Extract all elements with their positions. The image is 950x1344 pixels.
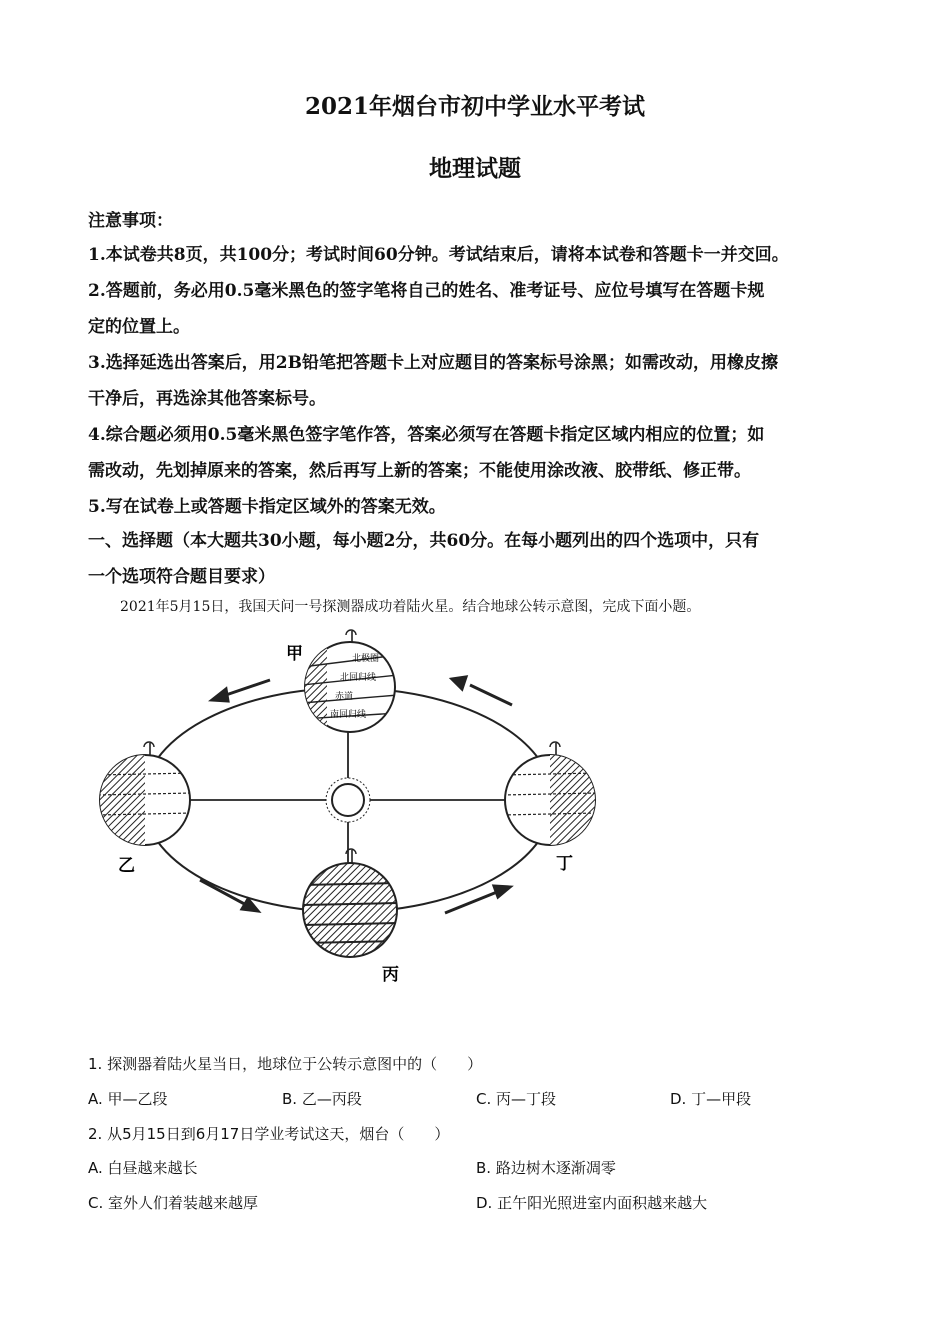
notice-line: 3.选择延选出答案后，用2B铅笔把答题卡上对应题目的答案标号涂黑；如需改动，用橡皮擦 xyxy=(88,353,778,373)
earth-globe-yi xyxy=(98,742,192,845)
exam-subtitle: 地理试题 xyxy=(429,155,521,182)
question-intro: 2021年5月15日，我国天问一号探测器成功着陆火星。结合地球公转示意图，完成下面小题。 xyxy=(120,599,701,615)
q1-option-b[interactable]: B. 乙—丙段 xyxy=(282,1090,362,1108)
q1-option-a[interactable]: A. 甲—乙段 xyxy=(88,1090,168,1108)
q2-option-a[interactable]: A. 白昼越来越长 xyxy=(88,1159,198,1177)
globe-label-equator: 赤道 xyxy=(335,692,354,702)
section-heading-cont: 一个选项符合题目要求） xyxy=(88,567,275,587)
position-label-jia: 甲 xyxy=(286,644,303,664)
notice-line: 2.答题前，务必用0.5毫米黑色的签字笔将自己的姓名、准考证号、应位号填写在答题卡规 xyxy=(88,281,765,301)
earth-globe-bing xyxy=(302,849,398,957)
q1-option-c[interactable]: C. 丙—丁段 xyxy=(476,1090,557,1108)
earth-globe-ding xyxy=(503,742,597,845)
earth-revolution-diagram xyxy=(90,625,610,995)
notice-line: 5.写在试卷上或答题卡指定区域外的答案无效。 xyxy=(88,497,446,517)
globe-label-arctic: 北极圈 xyxy=(352,654,380,664)
notice-line: 1.本试卷共8页，共100分；考试时间60分钟。考试结束后，请将本试卷和答题卡一并交回。 xyxy=(88,245,789,265)
exam-title: 2021年烟台市初中学业水平考试 xyxy=(304,93,645,120)
globe-label-cancer: 北回归线 xyxy=(340,673,377,683)
q2-option-c[interactable]: C. 室外人们着装越来越厚 xyxy=(88,1194,259,1212)
globe-label-capricorn: 南回归线 xyxy=(330,710,367,720)
section-heading: 一、选择题（本大题共30小题，每小题2分，共60分。在每小题列出的四个选项中，只有 xyxy=(88,531,760,551)
q1-option-d[interactable]: D. 丁—甲段 xyxy=(670,1090,752,1108)
position-label-yi: 乙 xyxy=(118,856,135,876)
notice-line: 需改动，先划掉原来的答案，然后再写上新的答案；不能使用涂改液、胶带纸、修正带。 xyxy=(88,461,751,481)
q2-option-b[interactable]: B. 路边树木逐渐凋零 xyxy=(476,1159,616,1177)
notice-heading: 注意事项： xyxy=(88,211,173,231)
notice-line: 定的位置上。 xyxy=(88,317,190,337)
position-label-ding: 丁 xyxy=(556,854,573,874)
notice-line: 4.综合题必须用0.5毫米黑色签字笔作答，答案必须写在答题卡指定区域内相应的位置；如 xyxy=(88,425,765,445)
question-1-stem: 1. 探测器着陆火星当日，地球位于公转示意图中的（ ） xyxy=(88,1055,483,1073)
q2-option-d[interactable]: D. 正午阳光照进室内面积越来越大 xyxy=(476,1194,708,1212)
earth-globe-jia xyxy=(302,630,398,732)
sun-icon xyxy=(326,778,370,822)
question-2-stem: 2. 从5月15日到6月17日学业考试这天，烟台（ ） xyxy=(88,1125,450,1143)
position-label-bing: 丙 xyxy=(382,965,399,985)
notice-line: 干净后，再选涂其他答案标号。 xyxy=(88,389,326,409)
